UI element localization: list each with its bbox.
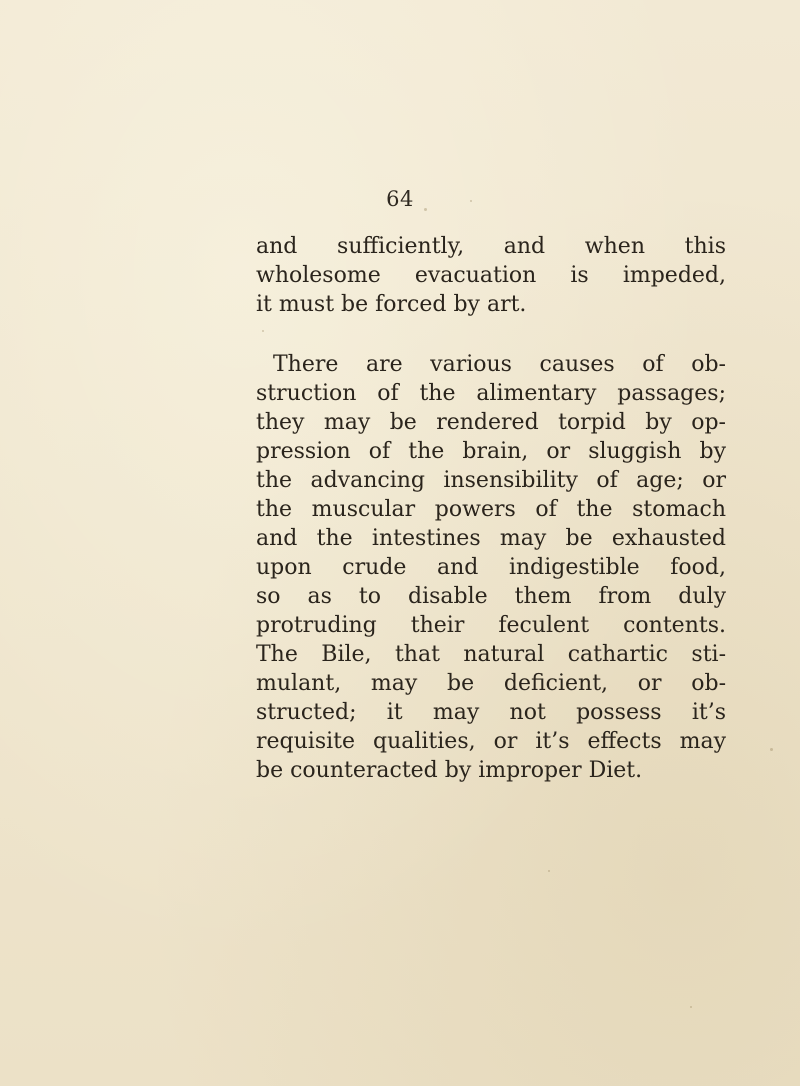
text-line: the advancing insensibility of age; or [256, 468, 726, 493]
text-line: upon crude and indigestible food, [256, 555, 726, 580]
text-line: requisite qualities, or it’s effects may [256, 729, 726, 754]
paragraph-1 [256, 232, 726, 319]
text-line: There are various causes of ob- [273, 352, 726, 377]
body-text [256, 232, 726, 785]
text-line: and the intestines may be exhausted [256, 526, 726, 551]
text-line: structed; it may not possess it’s [256, 700, 726, 725]
text-line: and sufficiently, and when this [256, 234, 726, 259]
text-line: struction of the alimentary passages; [256, 381, 726, 406]
paragraph-gap [256, 319, 726, 350]
text-line: they may be rendered torpid by op- [256, 410, 726, 435]
text-line: pression of the brain, or sluggish by [256, 439, 726, 464]
text-line: wholesome evacuation is impeded, [256, 263, 726, 288]
text-line: so as to disable them from duly [256, 584, 726, 609]
paper-speck [690, 1006, 692, 1008]
text-line: The Bile, that natural cathartic sti- [256, 642, 726, 667]
text-line: the muscular powers of the stomach [256, 497, 726, 522]
page-number: 64 [386, 187, 414, 211]
paper-speck [548, 870, 550, 872]
text-line: protruding their feculent contents. [256, 613, 726, 638]
text-line: be counteracted by improper Diet. [256, 758, 643, 783]
text-line: it must be forced by art. [256, 292, 527, 317]
paragraph-2 [256, 350, 726, 785]
text-line: mulant, may be deficient, or ob- [256, 671, 726, 696]
paper-speck [770, 748, 773, 751]
